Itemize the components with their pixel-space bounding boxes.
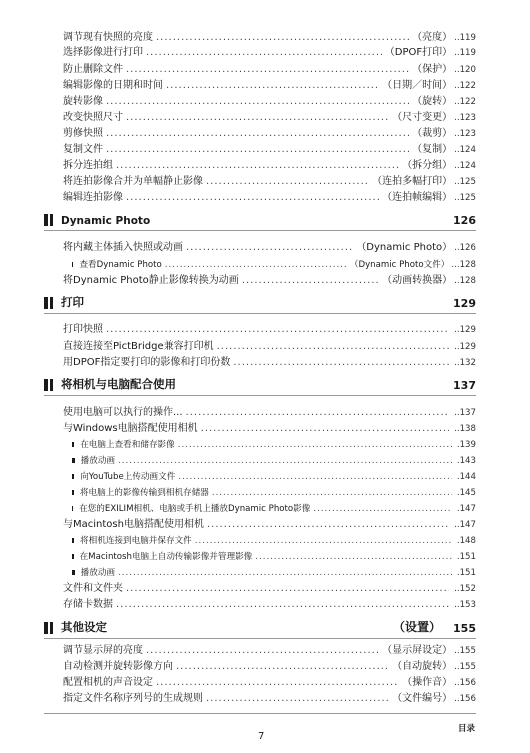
entry-page: ..122 bbox=[454, 97, 476, 107]
footer-toc-label[interactable]: 目录 bbox=[458, 724, 476, 734]
toc-subentry[interactable] bbox=[72, 485, 476, 501]
toc-entry[interactable] bbox=[63, 240, 476, 256]
entry-page: ..122 bbox=[454, 81, 476, 91]
dot-leader bbox=[106, 126, 409, 142]
entry-page: ..155 bbox=[454, 646, 476, 656]
dot-leader bbox=[116, 597, 449, 613]
entry-page: ..137 bbox=[454, 408, 476, 418]
dot-leader bbox=[207, 517, 449, 533]
dot-leader bbox=[126, 581, 449, 597]
dot-leader bbox=[206, 174, 369, 190]
entry-page: ..156 bbox=[454, 678, 476, 688]
entry-keyword: （显示屏设定） bbox=[382, 645, 453, 656]
entry-title: 向YouTube上传动画文件 bbox=[80, 472, 176, 482]
bullet-icon bbox=[72, 262, 73, 267]
dot-leader bbox=[146, 643, 379, 659]
entry-title: 自动检测并旋转影像方向 bbox=[63, 661, 173, 672]
entry-title: 防止删除文件 bbox=[63, 64, 123, 75]
section-heading-computer[interactable] bbox=[44, 374, 476, 396]
section-keyword: （设置） bbox=[393, 620, 442, 634]
entry-page: ..124 bbox=[454, 145, 476, 155]
toc-entry[interactable] bbox=[63, 643, 476, 659]
entry-title: 与Windows电脑搭配使用相机 bbox=[63, 423, 198, 434]
entry-keyword: （连拍多幅打印） bbox=[372, 176, 453, 187]
entry-keyword: （裁剪） bbox=[412, 128, 453, 139]
dot-leader bbox=[106, 94, 409, 110]
toc-entry[interactable] bbox=[63, 30, 476, 46]
entry-keyword: （亮度） bbox=[412, 32, 453, 43]
dot-leader bbox=[255, 549, 452, 565]
section-heading-settings[interactable] bbox=[44, 617, 476, 639]
entry-title: 播放动画 bbox=[80, 568, 116, 578]
entry-keyword: （文件编号） bbox=[392, 693, 453, 704]
entry-title: 编辑连拍影像 bbox=[63, 192, 123, 203]
toc-entry[interactable] bbox=[63, 273, 476, 289]
entry-keyword: （Dynamic Photo） bbox=[356, 242, 453, 253]
entry-page: .139 bbox=[456, 440, 476, 450]
section-page: 155 bbox=[453, 622, 476, 635]
toc-entry[interactable] bbox=[63, 78, 476, 94]
toc-entry[interactable] bbox=[63, 158, 476, 174]
entry-keyword: （操作音） bbox=[402, 677, 453, 688]
bullet-icon bbox=[72, 474, 74, 479]
page-number: 7 bbox=[258, 731, 265, 742]
footer-divider bbox=[44, 713, 476, 714]
section-marker-icon bbox=[44, 622, 55, 634]
entry-page: ..156 bbox=[454, 694, 476, 704]
section-title: 打印 bbox=[61, 295, 84, 309]
entry-page: ..153 bbox=[454, 600, 476, 610]
entry-page: .147 bbox=[456, 504, 476, 514]
dot-leader bbox=[178, 469, 452, 485]
toc-entry[interactable] bbox=[63, 597, 476, 613]
entry-title: 将相机连接到电脑并保存文件 bbox=[80, 536, 192, 546]
section-title: Dynamic Photo bbox=[61, 215, 151, 227]
toc-entry[interactable] bbox=[63, 62, 476, 78]
entry-title: 调节显示屏的亮度 bbox=[63, 645, 143, 656]
dot-leader bbox=[106, 142, 409, 158]
entry-page: ..123 bbox=[454, 129, 476, 139]
dot-leader bbox=[126, 190, 379, 206]
dot-leader bbox=[118, 565, 452, 581]
entry-page: ..138 bbox=[454, 424, 476, 434]
toc-entry[interactable] bbox=[63, 322, 476, 338]
entry-page: ..119 bbox=[454, 48, 476, 58]
entry-title: 播放动画 bbox=[80, 456, 116, 466]
entry-keyword: （尺寸变更） bbox=[392, 112, 453, 123]
entry-page: ..132 bbox=[454, 358, 476, 368]
section-marker-icon bbox=[44, 214, 55, 226]
section-heading-dynamic-photo[interactable] bbox=[44, 209, 476, 231]
entry-title: 使用电脑可以执行的操作... bbox=[63, 407, 183, 418]
dot-leader bbox=[186, 240, 353, 256]
toc-subentry[interactable] bbox=[72, 533, 476, 549]
toc-entry[interactable] bbox=[63, 110, 476, 126]
entry-page: ...128 bbox=[451, 260, 476, 270]
entry-title: 查看Dynamic Photo bbox=[79, 260, 162, 270]
dot-leader bbox=[233, 355, 449, 371]
entry-title: 剪修快照 bbox=[63, 128, 103, 139]
entry-page: .145 bbox=[456, 488, 476, 498]
entry-title: 指定文件名称序列号的生成规则 bbox=[63, 693, 203, 704]
entry-page: ..119 bbox=[454, 33, 476, 43]
toc-entry[interactable] bbox=[63, 691, 476, 707]
toc-entry[interactable] bbox=[63, 94, 476, 110]
entry-title: 在电脑上查看和储存影像 bbox=[80, 440, 175, 450]
entry-page: ..155 bbox=[454, 662, 476, 672]
dot-leader bbox=[313, 501, 452, 517]
entry-title: 在您的EXILIM相机、电脑或手机上播放Dynamic Photo影像 bbox=[79, 504, 311, 514]
entry-title: 将内藏主体插入快照或动画 bbox=[63, 242, 183, 253]
entry-keyword: （Dynamic Photo文件） bbox=[349, 260, 450, 270]
toc-entry[interactable] bbox=[63, 675, 476, 691]
entry-keyword: （连拍帧编辑） bbox=[382, 192, 453, 203]
entry-page: .151 bbox=[456, 552, 476, 562]
section-page: 129 bbox=[453, 297, 476, 310]
toc-entry[interactable] bbox=[63, 45, 476, 61]
dot-leader bbox=[176, 659, 389, 675]
entry-title: 存储卡数据 bbox=[63, 599, 113, 610]
entry-title: 用DPOF指定要打印的影像和打印份数 bbox=[63, 357, 231, 368]
section-page: 126 bbox=[453, 214, 476, 227]
entry-page: ..120 bbox=[454, 65, 476, 75]
section-heading-print[interactable] bbox=[44, 292, 476, 314]
entry-title: 调节现有快照的亮度 bbox=[63, 32, 153, 43]
toc-entry[interactable] bbox=[63, 421, 476, 437]
bullet-icon bbox=[72, 490, 74, 495]
toc-entry[interactable] bbox=[63, 405, 476, 421]
toc-entry[interactable] bbox=[63, 142, 476, 158]
entry-page: ..124 bbox=[454, 161, 476, 171]
toc-entry[interactable] bbox=[63, 190, 476, 206]
entry-page: .143 bbox=[456, 456, 476, 466]
toc-subentry[interactable] bbox=[72, 469, 476, 485]
toc-entry[interactable] bbox=[63, 126, 476, 142]
entry-page: ..129 bbox=[454, 342, 476, 352]
dot-leader bbox=[186, 405, 450, 421]
section-title: 其他设定 bbox=[61, 620, 107, 634]
dot-leader bbox=[156, 30, 409, 46]
toc-subentry[interactable] bbox=[72, 565, 476, 581]
entry-title: 将Dynamic Photo静止影像转换为动画 bbox=[63, 275, 239, 286]
bullet-icon bbox=[72, 554, 74, 559]
dot-leader bbox=[242, 273, 379, 289]
entry-title: 直接连接至PictBridge兼容打印机 bbox=[63, 341, 214, 352]
dot-leader bbox=[201, 421, 449, 437]
entry-page: .151 bbox=[456, 568, 476, 578]
dot-leader bbox=[126, 62, 409, 78]
entry-title: 配置相机的声音设定 bbox=[63, 677, 153, 688]
entry-page: ..147 bbox=[454, 520, 476, 530]
entry-title: 将电脑上的影像传输到相机存储器 bbox=[79, 488, 209, 498]
dot-leader bbox=[165, 257, 347, 273]
section-marker-icon bbox=[44, 297, 55, 309]
dot-leader bbox=[217, 339, 450, 355]
entry-page: .144 bbox=[456, 472, 476, 482]
bullet-icon bbox=[72, 458, 75, 463]
bullet-icon bbox=[72, 506, 73, 511]
toc-entry[interactable] bbox=[63, 355, 476, 371]
entry-title: 拆分连拍组 bbox=[63, 160, 113, 171]
entry-keyword: （日期／时间） bbox=[382, 80, 453, 91]
entry-title: 文件和文件夹 bbox=[63, 583, 123, 594]
entry-title: 旋转影像 bbox=[63, 96, 103, 107]
entry-keyword: （DPOF打印） bbox=[384, 47, 453, 58]
entry-title: 复制文件 bbox=[63, 144, 103, 155]
dot-leader bbox=[126, 110, 389, 126]
entry-title: 与Macintosh电脑搭配使用相机 bbox=[63, 519, 204, 530]
dot-leader bbox=[146, 45, 382, 61]
dot-leader bbox=[116, 158, 399, 174]
toc-entry[interactable] bbox=[63, 659, 476, 675]
entry-page: ..152 bbox=[454, 584, 476, 594]
entry-keyword: （自动旋转） bbox=[392, 661, 453, 672]
entry-title: 编辑影像的日期和时间 bbox=[63, 80, 163, 91]
entry-keyword: （旋转） bbox=[412, 96, 453, 107]
entry-page: ..126 bbox=[454, 243, 476, 253]
entry-title: 选择影像进行打印 bbox=[63, 47, 143, 58]
section-marker-icon bbox=[44, 379, 55, 391]
entry-title: 打印快照 bbox=[63, 324, 103, 335]
section-title: 将相机与电脑配合使用 bbox=[61, 377, 176, 391]
entry-keyword: （拆分组） bbox=[402, 160, 453, 171]
entry-keyword: （保护） bbox=[412, 64, 453, 75]
dot-leader bbox=[156, 675, 399, 691]
dot-leader bbox=[195, 533, 452, 549]
entry-keyword: （动画转换器） bbox=[382, 275, 453, 286]
toc-entry[interactable] bbox=[63, 517, 476, 533]
entry-page: ..128 bbox=[454, 276, 476, 286]
entry-page: ..129 bbox=[454, 325, 476, 335]
toc-entry[interactable] bbox=[63, 174, 476, 190]
entry-title: 改变快照尺寸 bbox=[63, 112, 123, 123]
entry-page: .148 bbox=[456, 536, 476, 546]
bullet-icon bbox=[72, 442, 74, 447]
toc-subentry[interactable] bbox=[72, 453, 476, 469]
entry-title: 将连拍影像合并为单幅静止影像 bbox=[63, 176, 203, 187]
toc-subentry[interactable] bbox=[72, 257, 476, 273]
entry-keyword: （复制） bbox=[412, 144, 453, 155]
entry-title: 在Macintosh电脑上自动传输影像并管理影像 bbox=[79, 552, 253, 562]
toc-subentry[interactable] bbox=[72, 549, 476, 565]
entry-page: ..125 bbox=[454, 193, 476, 203]
dot-leader bbox=[212, 485, 452, 501]
toc-subentry[interactable] bbox=[72, 501, 476, 517]
toc-entry[interactable] bbox=[63, 581, 476, 597]
bullet-icon bbox=[72, 570, 75, 575]
dot-leader bbox=[166, 78, 379, 94]
dot-leader bbox=[206, 691, 389, 707]
toc-entry[interactable] bbox=[63, 339, 476, 355]
dot-leader bbox=[118, 453, 452, 469]
dot-leader bbox=[178, 437, 452, 453]
entry-page: ..123 bbox=[454, 113, 476, 123]
dot-leader bbox=[106, 322, 449, 338]
bullet-icon bbox=[72, 538, 74, 543]
toc-subentry[interactable] bbox=[72, 437, 476, 453]
entry-page: ..125 bbox=[454, 177, 476, 187]
section-page: 137 bbox=[453, 379, 476, 392]
